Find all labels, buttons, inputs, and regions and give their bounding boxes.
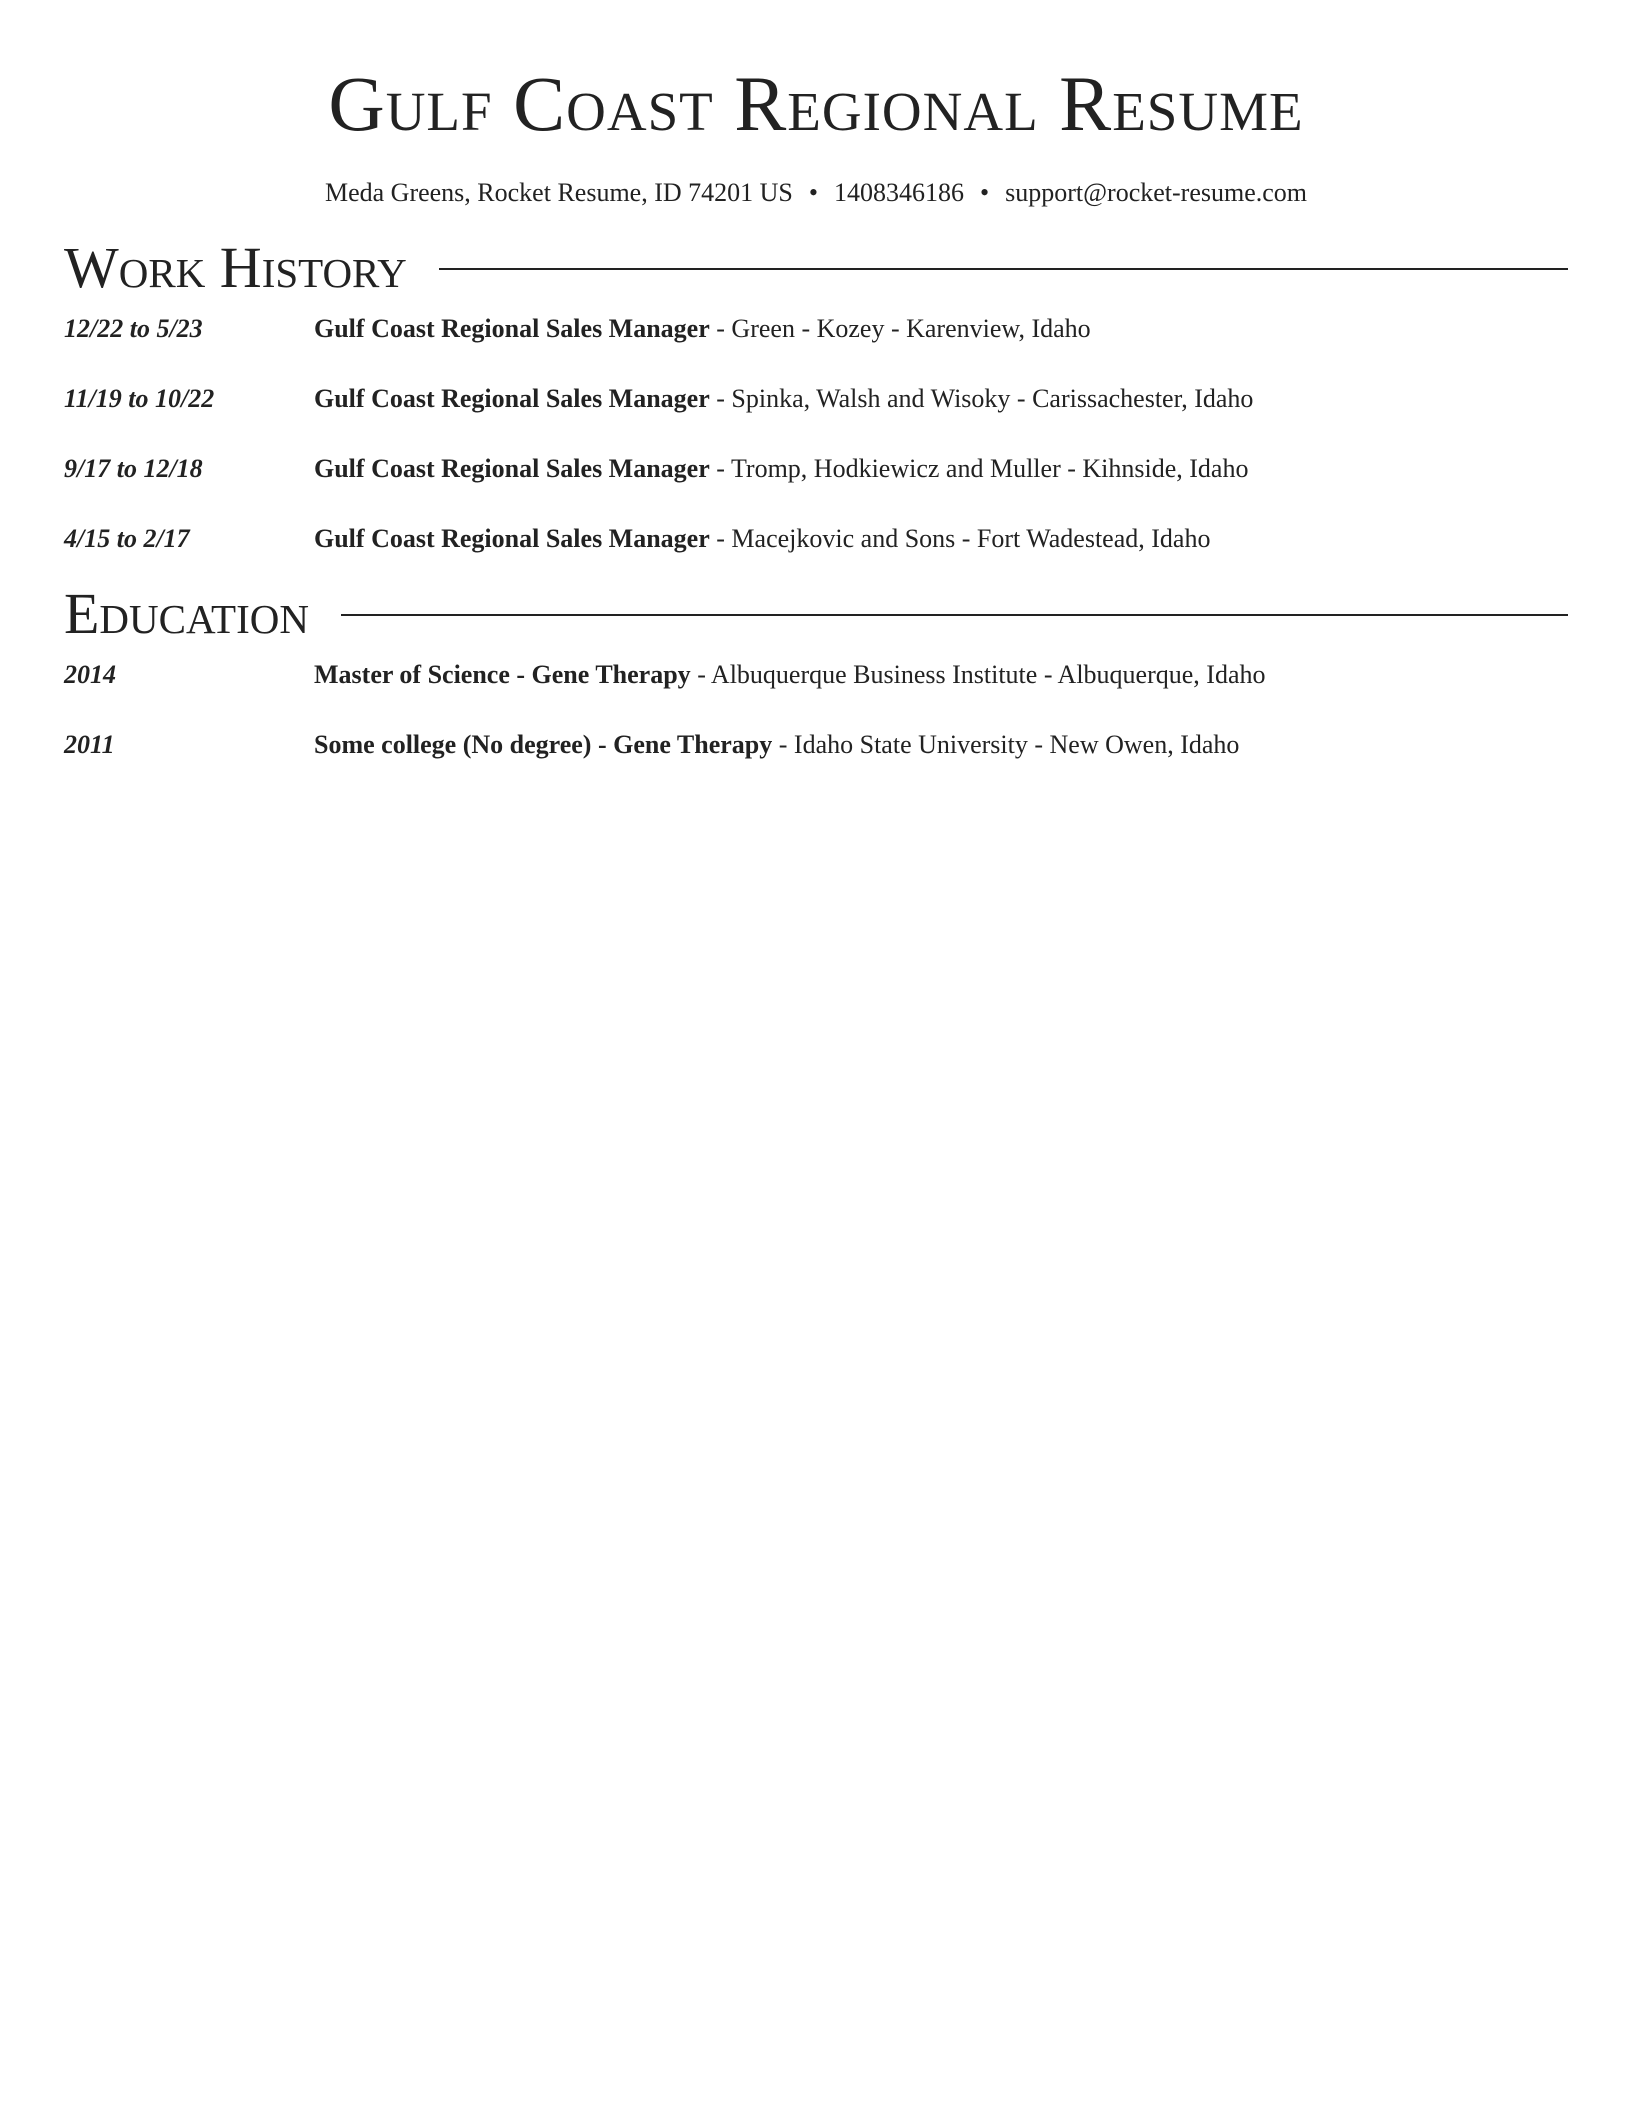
education-header [64, 582, 1568, 646]
contact-line [64, 176, 1568, 210]
education-entry-school: - Idaho State University - New Owen, Idaho [772, 730, 1240, 759]
education-entry-details [314, 658, 1568, 692]
education-entry [64, 658, 1568, 692]
education-entry-details [314, 728, 1568, 762]
work-entry-employer: - Green - Kozey - Karenview, Idaho [709, 314, 1091, 343]
education-title: Education [64, 581, 309, 646]
education-entry-date: 2014 [64, 660, 116, 689]
contact-separator: • [808, 178, 818, 207]
section-divider [341, 614, 1568, 616]
work-history-header [64, 236, 1568, 300]
contact-email: support@rocket-resume.com [1005, 178, 1308, 207]
work-entry-title: Gulf Coast Regional Sales Manager [314, 384, 710, 413]
work-entry [64, 522, 1568, 556]
work-entry-date: 9/17 to 12/18 [64, 454, 203, 483]
contact-phone: 1408346186 [834, 178, 964, 207]
work-entry-date: 11/19 to 10/22 [64, 384, 215, 413]
work-entry-title: Gulf Coast Regional Sales Manager [314, 314, 710, 343]
work-entry-details [314, 312, 1568, 346]
education-entry-degree: Some college (No degree) - Gene Therapy [314, 730, 773, 759]
work-entry [64, 312, 1568, 346]
work-entry-employer: - Tromp, Hodkiewicz and Muller - Kihnside, Idaho [709, 454, 1249, 483]
education-entry [64, 728, 1568, 762]
work-entry-date: 4/15 to 2/17 [64, 524, 190, 553]
work-entry-employer: - Macejkovic and Sons - Fort Wadestead, Idaho [709, 524, 1211, 553]
education-entry-school: - Albuquerque Business Institute - Albuquerque, Idaho [690, 660, 1266, 689]
contact-address: Meda Greens, Rocket Resume, ID 74201 US [324, 178, 793, 207]
resume-name: Gulf Coast Regional Resume [328, 60, 1304, 147]
work-entry-details [314, 522, 1568, 556]
education-entry-degree: Master of Science - Gene Therapy [314, 660, 691, 689]
contact-separator: • [980, 178, 990, 207]
work-entry-date: 12/22 to 5/23 [64, 314, 203, 343]
education-list [64, 658, 1568, 762]
work-entry-details [314, 452, 1568, 486]
work-entry [64, 382, 1568, 416]
work-entry-employer: - Spinka, Walsh and Wisoky - Carissachester, Idaho [709, 384, 1254, 413]
education-entry-date: 2011 [64, 730, 115, 759]
work-history-title: Work History [64, 235, 407, 300]
work-entry-title: Gulf Coast Regional Sales Manager [314, 524, 710, 553]
work-entry-details [314, 382, 1568, 416]
work-entry-title: Gulf Coast Regional Sales Manager [314, 454, 710, 483]
section-divider [439, 268, 1568, 270]
work-entry [64, 452, 1568, 486]
work-history-list [64, 312, 1568, 556]
